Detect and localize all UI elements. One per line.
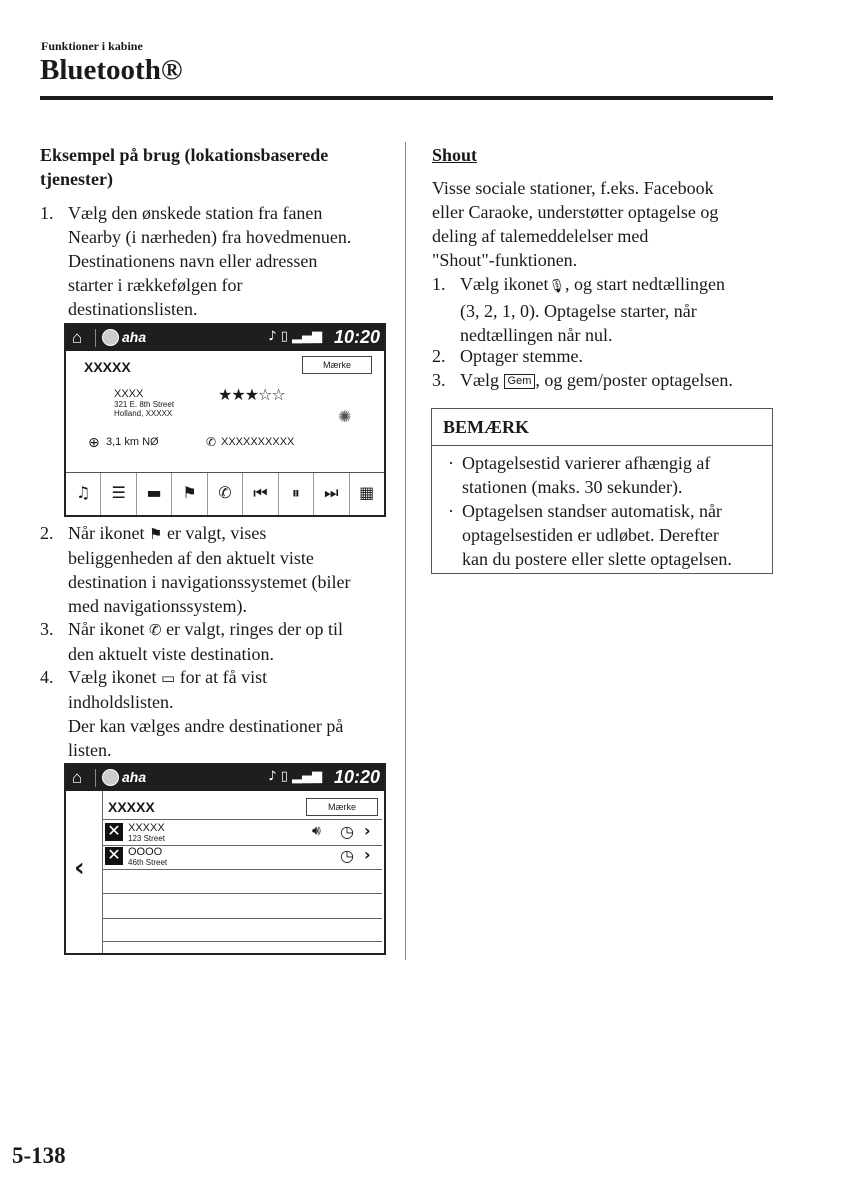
phone-icon[interactable]: ✆ [208,473,243,515]
aha-logo-icon [102,329,119,346]
list-item: 3. Når ikonet ✆ er valgt, ringes der op til den aktuelt viste destination. [40,619,344,664]
home-icon[interactable]: ⌂ [72,328,83,347]
shout-heading: Shout [432,145,478,165]
list-item: 4. Vælg ikonet ▭ for at få vist indholdslisten. Der kan vælges andre destinationer på listen. [40,667,344,760]
clock: 10:20 [333,767,380,787]
status-bar [66,325,384,351]
clock-icon: ◷ [340,822,354,841]
note-box: BEMÆRK · Optagelsestid varierer afhængig af stationen (maks. 30 sekunder). · Optagelsen standser automatisk, når optagelsestiden er udløbet. Derefter kan du postere eller slette optagelsen. [431,408,773,574]
list-item[interactable] [102,869,382,894]
folder-icon[interactable]: ▬ [137,473,172,515]
folder-icon: ▭ [161,669,176,687]
list-item: 3. Vælg Gem , og gem/poster optagelsen. [432,370,733,390]
phone-icon: ✆ [148,621,162,639]
station-title: XXXXX [84,359,131,375]
status-bar [66,765,384,791]
next-icon[interactable]: ⏭ [314,473,349,515]
phone-icon: ✆ [206,435,217,449]
equalizer-icon[interactable]: ▦ [359,483,375,502]
signal-icon: ♪ ▯ ▂▄▆ [268,769,322,784]
list-icon[interactable]: ☰ [101,473,136,515]
chevron-right-icon[interactable]: › [364,845,371,864]
signal-icon: ♪ ▯ ▂▄▆ [268,329,322,344]
destination-address: 321 E. 8th Street [114,400,175,409]
brand-button[interactable]: Mærke [306,798,378,816]
pause-icon[interactable]: ⏸ [279,473,314,515]
clock-icon: ◷ [340,846,354,865]
list-item: 2. Optager stemme. [432,346,583,366]
column-divider [405,142,406,960]
chevron-right-icon[interactable]: › [364,821,371,840]
list-item: 2. Når ikonet ⚑ er valgt, vises beliggenheden af den aktuelt viste destination i navigationssystemet (biler med navigationssystem). [40,523,351,616]
map-icon: ⚑ [148,525,163,543]
list-item[interactable]: ✕ OOOO 46th Street ◷ › [102,845,382,870]
media-toolbar [66,472,384,515]
destination-city: Holland, XXXXX [114,409,173,418]
section-label: Funktioner i kabine [41,39,143,53]
previous-icon[interactable]: ⏮ [243,473,278,515]
distance-text: 3,1 km NØ [106,436,159,448]
speaker-icon: 🔊︎ [312,823,321,839]
brand-button[interactable]: Mærke [302,356,372,374]
list-item: 1. Vælg ikonet🎙︎, og start nedtællingen (3, 2, 1, 0). Optagelse starter, når nedtællingen når nul. [432,274,725,345]
shout-intro: Visse sociale stationer, f.eks. Facebook eller Caraoke, understøtter optagelse og deling af talemeddelelser med "Shout"-funktionen. [432,178,719,270]
app-name: aha [122,329,147,345]
title-rule [40,96,773,100]
aha-logo-icon [102,769,119,786]
list-item: 1. Vælg den ønskede station fra fanen Nearby (i nærheden) fra hovedmenuen. Destinationens navn eller adressen starter i rækkefølgen for destinationslisten. [40,203,352,319]
aha-list-screen [64,763,386,955]
compass-icon: ⊕ [88,435,100,451]
list-item[interactable] [102,894,382,919]
page-number: 5-138 [12,1143,66,1168]
map-icon[interactable]: ⚑ [172,473,207,515]
list-item[interactable] [102,919,382,942]
note-title: BEMÆRK [443,417,530,437]
close-icon: ✕ [105,847,123,865]
clock: 10:20 [333,327,380,347]
back-arrow-icon[interactable]: ‹ [74,853,85,883]
save-button: Gem [504,374,536,389]
phone-number: XXXXXXXXXX [221,436,295,448]
home-icon[interactable]: ⌂ [72,768,83,787]
microphone-icon: 🎙︎ [548,279,566,294]
list-title: XXXXX [108,799,155,815]
music-icon[interactable]: ♫ [66,473,101,515]
loading-spinner-icon: ✺ [338,407,352,426]
close-icon: ✕ [105,823,123,841]
destination-name: XXXX [114,388,144,400]
aha-station-screen [64,323,386,517]
rating-stars: ★★★☆☆ [218,385,285,404]
page-title: Bluetooth® [40,54,183,86]
example-heading: Eksempel på brug (lokationsbaserede tjenester) [40,145,329,189]
list-item[interactable]: ✕ XXXXX 123 Street 🔊︎ ◷ › [102,821,382,846]
app-name: aha [122,769,147,785]
